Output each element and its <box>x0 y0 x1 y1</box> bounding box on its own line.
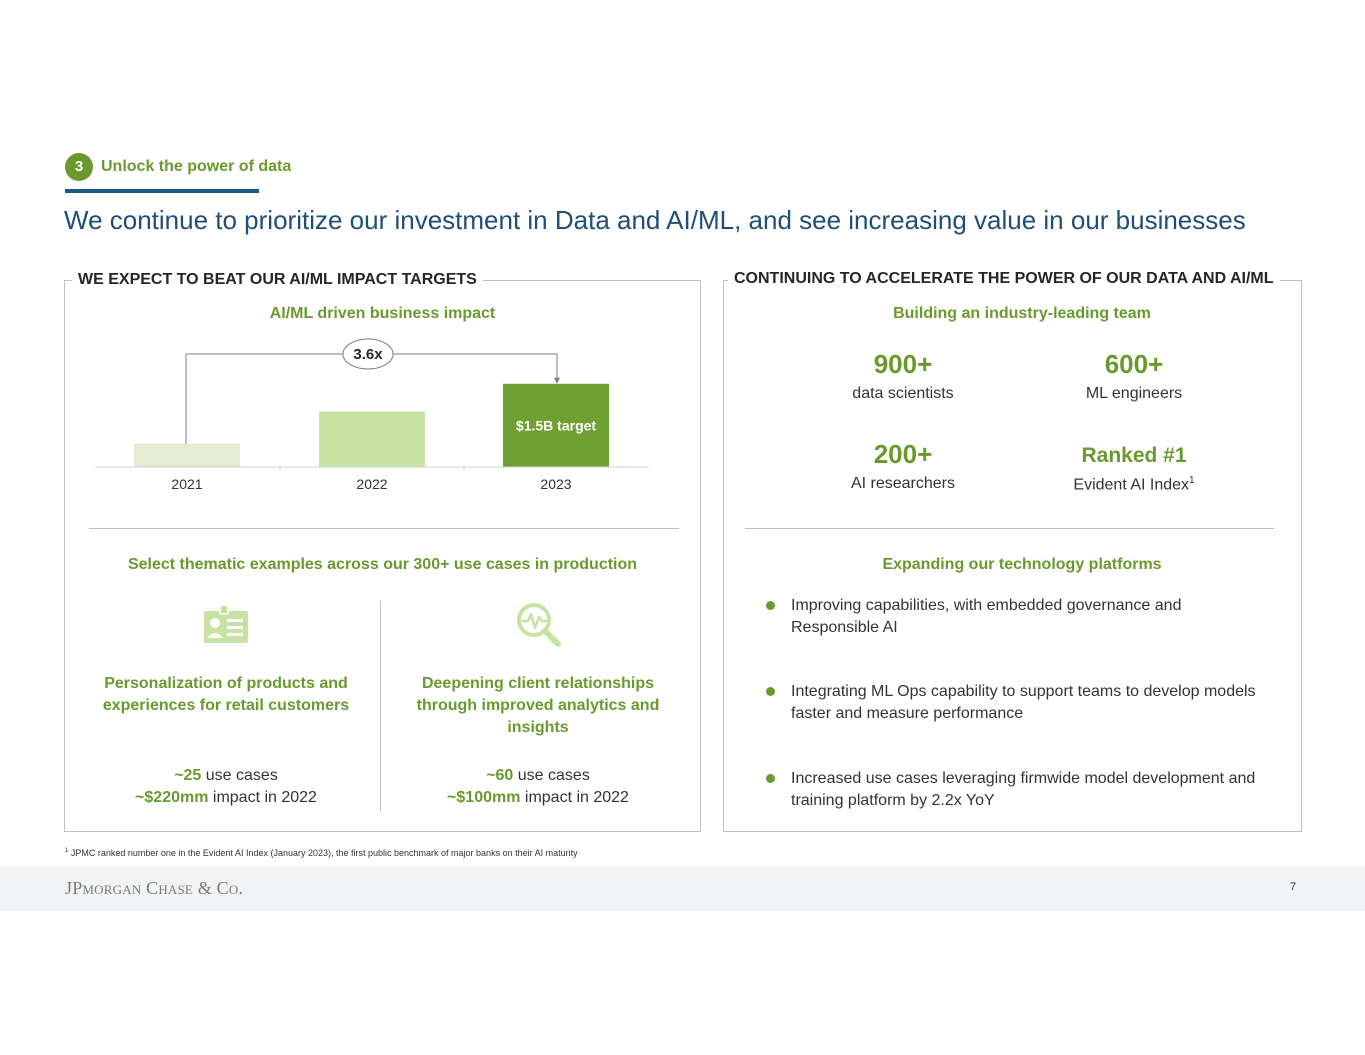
left-panel-heading: WE EXPECT TO BEAT OUR AI/ML IMPACT TARGETS <box>72 271 483 289</box>
x-tick-label: 2021 <box>171 476 203 492</box>
example-count: ~60 <box>486 767 514 784</box>
company-logo: JPMORGAN CHASE & CO. <box>65 878 244 898</box>
bullet-dot <box>766 687 775 696</box>
chart-title: AI/ML driven business impact <box>269 305 496 322</box>
impact-bar-chart <box>90 336 660 496</box>
bar-2021 <box>134 444 240 467</box>
example-impact-value: ~$220mm <box>135 789 209 806</box>
bullet-dot <box>766 774 775 783</box>
stat-label: AI researchers <box>850 475 956 492</box>
left-divider <box>89 528 679 529</box>
page-number: 7 <box>1290 881 1297 893</box>
example-use-cases <box>100 765 352 787</box>
x-tick-label: 2022 <box>356 476 388 492</box>
team-heading: Building an industry-leading team <box>893 305 1151 322</box>
footnote-text: JPMC ranked number one in the Evident AI Index (January 2023), the first public benchmark of major banks on their AI maturity <box>68 848 578 858</box>
section-number-badge: 3 <box>65 153 93 181</box>
section-underline <box>65 189 259 193</box>
stat-value: 900+ <box>873 349 933 379</box>
chart-svg <box>90 336 660 496</box>
magnifier-pulse-icon <box>513 599 563 649</box>
x-tick-label: 2023 <box>540 476 572 492</box>
stat-label: data scientists <box>852 385 954 402</box>
stat-label <box>1034 475 1234 494</box>
examples-divider <box>380 601 381 811</box>
stat-label-text: Evident AI Index <box>1073 476 1190 494</box>
example-impact <box>408 787 668 809</box>
examples-heading: Select thematic examples across our 300+ use cases in production <box>127 556 638 573</box>
footnote-marker: 1 <box>65 848 69 854</box>
id-card-icon <box>200 601 250 651</box>
example-count-suffix: use cases <box>201 767 278 784</box>
platforms-heading: Expanding our technology platforms <box>882 556 1162 573</box>
growth-arrowhead <box>554 378 560 384</box>
section-label: Unlock the power of data <box>101 158 292 175</box>
growth-annotation-label: 3.6x <box>353 346 383 363</box>
right-divider <box>745 528 1274 529</box>
example-title: Personalization of products and experiences for retail customers <box>102 675 350 714</box>
footnote-marker: 1 <box>1189 475 1195 486</box>
example-title: Deepening client relationships through improved analytics and insights <box>416 675 660 736</box>
example-count-suffix: use cases <box>513 767 590 784</box>
bullet-text: Improving capabilities, with embedded governance and Responsible AI <box>791 597 1182 636</box>
bullet-text: Increased use cases leveraging firmwide model development and training platform by 2.2x YoY <box>791 770 1256 809</box>
bullet-dot <box>766 601 775 610</box>
stat-label: ML engineers <box>1085 385 1183 402</box>
stat-value: 600+ <box>1104 349 1164 379</box>
example-use-cases <box>408 765 668 787</box>
example-impact-suffix: impact in 2022 <box>208 789 317 806</box>
stat-value: Ranked #1 <box>1081 444 1187 467</box>
example-impact <box>100 787 352 809</box>
bar-2022 <box>319 412 425 467</box>
example-impact-suffix: impact in 2022 <box>520 789 629 806</box>
example-impact-value: ~$100mm <box>447 789 521 806</box>
example-count: ~25 <box>174 767 202 784</box>
bullet-text: Integrating ML Ops capability to support teams to develop models faster and measure performance <box>791 683 1256 722</box>
right-panel-heading: CONTINUING TO ACCELERATE THE POWER OF OUR DATA AND AI/ML <box>728 270 1280 288</box>
page-title: We continue to prioritize our investment in Data and AI/ML, and see increasing value in our businesses <box>64 205 1246 235</box>
footnote <box>65 848 578 858</box>
stat-value: 200+ <box>873 439 933 469</box>
bar-data-label: $1.5B target <box>515 417 597 434</box>
